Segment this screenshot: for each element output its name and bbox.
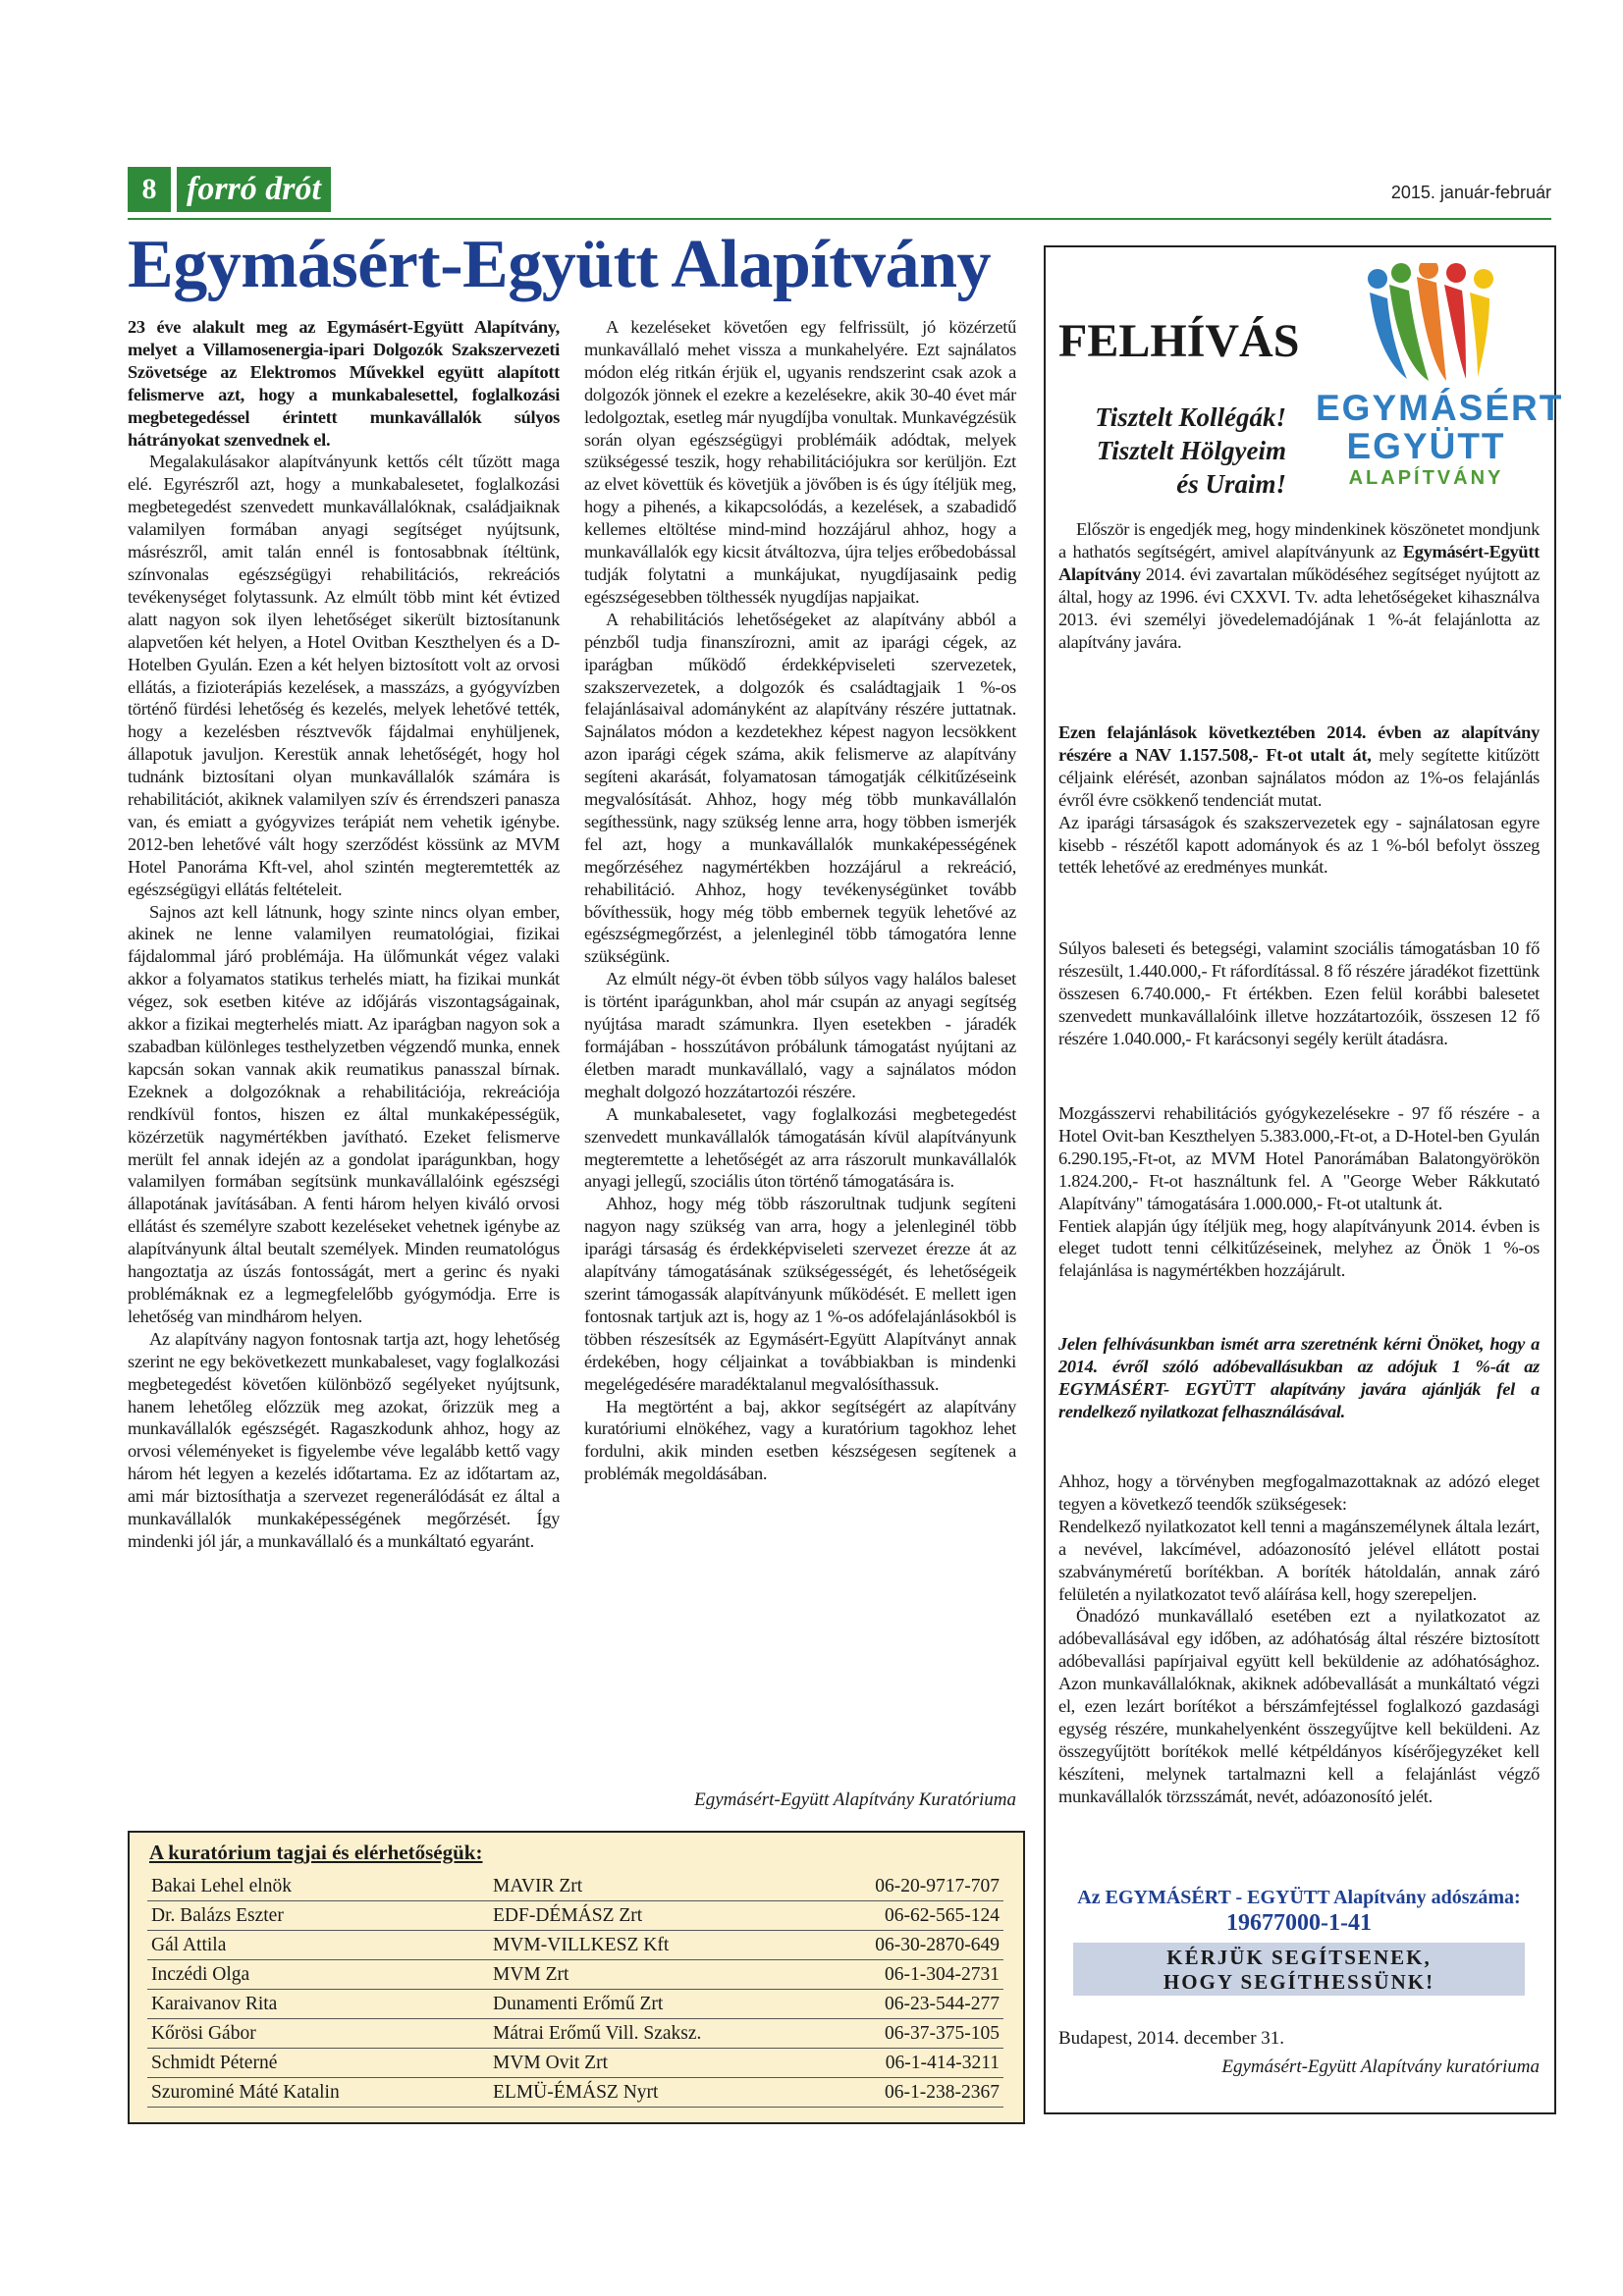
article-column-1 <box>128 316 560 1553</box>
page-number: 8 <box>128 167 171 212</box>
member-phone: 06-23-544-277 <box>855 1990 1003 2019</box>
text-run: 2014. évi zavartalan működéséhez segítséget nyújtott az által, hogy az 1996. évi CXXVI. Tv. adta lehetőségeket kihasználva 2013. évi személyi jövedelemadójának 1 %-át felajánlotta az alapítvány javára. <box>1058 563 1540 652</box>
sidebar-paragraph <box>1058 518 1540 653</box>
member-name: Bakai Lehel elnök <box>147 1872 489 1901</box>
publication-name: forró drót <box>177 167 331 212</box>
plea-line: HOGY SEGÍTHESSÜNK! <box>1163 1970 1435 1994</box>
member-name: Dr. Balázs Eszter <box>147 1901 489 1931</box>
member-phone: 06-37-375-105 <box>855 2019 1003 2049</box>
sidebar-text-block-6 <box>1058 1470 1540 1808</box>
greeting-line: Tisztelt Kollégák! <box>1095 402 1286 432</box>
plea-banner <box>1073 1943 1525 1996</box>
greeting-line: és Uraim! <box>1176 469 1286 499</box>
place-date: Budapest, 2014. december 31. <box>1058 2028 1285 2049</box>
member-org: MVM Zrt <box>489 1960 855 1990</box>
member-phone: 06-20-9717-707 <box>855 1872 1003 1901</box>
member-phone: 06-62-565-124 <box>855 1901 1003 1931</box>
page-header <box>128 167 1551 212</box>
member-org: MVM Ovit Zrt <box>489 2049 855 2078</box>
table-row <box>147 1931 1003 1960</box>
table-row <box>147 2049 1003 2078</box>
sidebar-text-block-4 <box>1058 1102 1540 1282</box>
member-name: Gál Attila <box>147 1931 489 1960</box>
tax-number: 19677000-1-41 <box>1226 1910 1372 1936</box>
article-lead: 23 éve alakult meg az Egymásért-Együtt Alapítvány, melyet a Villamosenergia-ipari Dolgozók Szakszervezeti Szövetsége az Elektromos Művekkel együtt alapított felismerve azt, hogy a munkabalesettel, foglalkozási megbetegedéssel érintett munkavállalók súlyos hátrányokat szenvednek el. <box>128 317 560 450</box>
table-row <box>147 1960 1003 1990</box>
article-paragraph: Az alapítvány nagyon fontosnak tartja azt, hogy lehetőség szerint ne egy bekövetkezett munkabaleset, vagy foglalkozási megbetegedést követően különböző segélyeket nyújtsunk, hanem lehetőleg előzzük meg azokat, őrizzük meg a munkavállalók egészségét. Ragaszkodunk ahhoz, hogy az orvosi véleményeket is figyelembe véve legalább kettő vagy három hét legyen a kezelés időtartama. Ez az időtartam az, ami már biztosíthatja a szervezet regenerálódását ez által a munkavállalók munkaképességének megőrzését. Így mindenki jól jár, a munkavállaló és a munkáltató egyaránt. <box>128 1328 560 1551</box>
member-org: ELMÜ-ÉMÁSZ Nyrt <box>489 2078 855 2108</box>
kuratorium-title: A kuratórium tagjai és elérhetőségük: <box>149 1841 483 1864</box>
text-run: Először is engedjék meg, hogy mindenkinek köszönetet mondjunk a hathatós segítségért, amivel alapítványunk az <box>1058 519 1540 561</box>
article-paragraph: A munkabalesetet, vagy foglalkozási megbetegedést szenvedett munkavállalók támogatásán kívül alapítványunk megteremtette a lehetőségét az arra rászorult munkavállalók anyagi jellegű, szociális úton történő támogatására is. <box>584 1103 1016 1192</box>
logo-text-1: EGYMÁSÉRT <box>1316 388 1564 428</box>
member-org: EDF-DÉMÁSZ Zrt <box>489 1901 855 1931</box>
article-paragraph: A kezeléseket követően egy felfrissült, jó közérzetű munkavállaló mehet vissza a munkahelyére. Ezt sajnálatos módon elég ritkán érjük el, ugyanis rendszerint csak azok a dolgozók jönnek el ezekre a kezelésekre, akik 30-40 évet már ledolgoztak, esetleg már nyugdíjba vonultak. Munkavégzésük során olyan egészségügyi problémáik adódtak, melyek szükségessé teszik, hogy rehabilitációjukra sor kerüljön. Ezt az elvet követtük és követjük a jövőben is és úgy ítéljük meg, hogy a pihenés, a kikapcsolódás, a kezelések, a szabadidő kellemes eltöltése mind-mind hozzájárul ahhoz, hogy a munkavállalók egy kicsit átváltozva, újra teljes erőbedobással tudják folytatni a munkájukat, nyugdíjasaink pedig egészségesebben tölthessék nyugdíjas napjaikat. <box>584 317 1016 607</box>
kuratorium-box <box>128 1831 1025 2124</box>
logo-text-2: EGYÜTT <box>1346 426 1506 466</box>
article-title: Egymásért-Együtt Alapítvány <box>128 227 991 302</box>
kuratorium-table <box>147 1872 1003 2108</box>
sidebar-paragraph: Az iparági társaságok és szakszervezetek egy - sajnálatosan egyre kisebb - részétől kapott adományok és az 1 %-ból befolyt összeg tették lehetővé az eredményes munkát. <box>1058 812 1540 878</box>
member-phone: 06-1-304-2731 <box>855 1960 1003 1990</box>
sidebar-paragraph: Rendelkező nyilatkozatot kell tenni a magánszemélynek általa lezárt, a nevével, lakcímével, adóazonosító jelével ellátott postai szabványméretű borítékban. A boríték hátoldalán, annak záró felületén a nyilatkozatot tevő aláírása kell, hogy szerepeljen. <box>1058 1516 1540 1604</box>
member-name: Szurominé Máté Katalin <box>147 2078 489 2108</box>
article-paragraph: Az elmúlt négy-öt évben több súlyos vagy halálos baleset is történt iparágunkban, ahol már csupán az anyagi segítség nyújtása maradt számunkra. Ilyen esetekben - járadék formájában - hosszútávon próbálunk támogatást nyújtani az életben maradt munkavállaló, vagy a sajnálatos módon meghalt dolgozó hozzátartozói részére. <box>584 969 1016 1101</box>
article-paragraph: Sajnos azt kell látnunk, hogy szinte nincs olyan ember, akinek ne lenne valamilyen reumatológiai, fizikai fájdalommal járó problémája. Ha ülőmunkát végez valaki akkor a folyamatos statikus terhelés miatt, ha fizikai munkát végez, sok esetben kitéve az időjárás viszontagságainak, akkor a fizikai megterhelés miatt. Az iparágban nagyon sok a szabadban különleges testhelyzetben végzendő munka, ennek kapcsán sokan vannak akik reumatikus panasszal bírnak. Ezeknek a dolgozóknak a rehabilitációja, rekreációja rendkívül fontos, hiszen ez által munkaképességük, közérzetük nagymértékben javítható. Ezeket felismerve merült fel annak idején az a gondolat iparágunkban, hogy valamilyen formában segítsünk munkavállalóink egészségi állapotának javításában. A fenti három helyen kiváló orvosi ellátást és személyre szabott kezeléseket vehetnek igénybe az alapítványunk által beutalt személyek. Minden reumatológus hangoztatja az úszás fontosságát, mert a gerinc és nyaki problémáknak ez a legmegfelelőbb gyógymódja. Erre is lehetőség van mindhárom helyen. <box>128 901 560 1326</box>
text-run: mely segítette kitűzött céljaink elérését, azonban sajnálatos módon az 1%-os felajánlás évről évre csökkenő tendenciát mutat. <box>1058 744 1540 810</box>
sidebar-text-block-1 <box>1058 518 1540 653</box>
article-signature: Egymásért-Együtt Alapítvány Kuratóriuma <box>694 1789 1016 1810</box>
sidebar-paragraph: Mozgásszervi rehabilitációs gyógykezelésekre - 97 fő részére - a Hotel Ovit-ban Keszthelyen 5.383.000,-Ft-ot, a D-Hotel-ben Gyulán 6.290.195,-Ft-ot, az MVM Hotel Panorámában Balatongyörökön 1.824.200,- Ft-ot használtunk fel. A "George Weber Rákkutató Alapítvány" támogatására 1.000.000,- Ft-ot utaltunk át. <box>1058 1103 1540 1213</box>
sidebar-paragraph: Fentiek alapján úgy ítéljük meg, hogy alapítványunk 2014. évben is eleget tudott tenni célkitűzéseinek, melyhez az Önök 1 %-os felajánlása is nagymértékben hozzájárult. <box>1058 1215 1540 1281</box>
sidebar-text-block-5 <box>1058 1333 1540 1423</box>
member-phone: 06-1-238-2367 <box>855 2078 1003 2108</box>
member-org: MVM-VILLKESZ Kft <box>489 1931 855 1960</box>
sidebar-text-block-2 <box>1058 721 1540 879</box>
greeting <box>1051 400 1286 501</box>
member-name: Inczédi Olga <box>147 1960 489 1990</box>
article-paragraph: Megalakulásakor alapítványunk kettős célt tűzött maga elé. Egyrészről azt, hogy a munkabalesetet, foglalkozási megbetegedést szenvedett munkavállalóknak, családjaiknak valamilyen formában anyagi segítséget nyújtsunk, másrészről, amit talán ennél is fontosabbnak ítéltünk, színvonalas egészségügyi rehabilitációs, rekreációs tevékenységet folytassunk. Az elmúlt több mint két évtized alatt nagyon sok ilyen lehetőséget sikerült biztosítanunk alapvetően két helyen, a Hotel Ovitban Keszthelyen és a D-Hotelben Gyulán. Ezen a két helyen biztosított volt az orvosi ellátás, a fizioterápiás kezelések, a masszázs, a gyógyvízben történő fürdési lehetőség és kezelés, melyek lehetővé tették, hogy a kezelésben résztvevők fájdalmai enyhüljenek, állapotuk javuljon. Kerestük annak lehetőségét, hogy hol tudnánk biztosítani olyan munkavállalók számára is rehabilitációt, akiknek valamilyen szív és érrendszeri panasza van, és emiatt a gyógyvizes terápiát nem vehetik igénybe. 2012-ben lehetővé vált hogy szerződést kössünk az MVM Hotel Panoráma Kft-vel, ahol szintén megteremtették az egészségügyi ellátás feltételeit. <box>128 452 560 899</box>
sidebar-appeal: Jelen felhívásunkban ismét arra szeretnénk kérni Önöket, hogy a 2014. évről szóló adóbevallásukban az adójuk 1 %-át az EGYMÁSÉRT- EGYÜTT alapítvány javára ajánlják fel a rendelkező nyilatkozat felhasználásával. <box>1058 1334 1540 1421</box>
logo-text-3: ALAPÍTVÁNY <box>1348 467 1504 489</box>
foundation-logo-icon <box>1360 263 1507 386</box>
greeting-line: Tisztelt Hölgyeim <box>1096 436 1286 465</box>
issue-date: 2015. január-február <box>1390 183 1551 202</box>
article-paragraph: A rehabilitációs lehetőségeket az alapítvány abból a pénzből tudja finanszírozni, amit az iparági cégek, az iparágban működő érdekképviseleti szervezetek, szakszervezetek, a dolgozók és családtagjaik 1 %-os felajánlásaival adományként az alapítvány részére juttatnak. Sajnálatos módon a kezdetekhez képest nagyon lecsökkent azon iparági cégek száma, akik felismerve az alapítvány segíteni akarását, folyamatosan támogatják célkitűzéseink megvalósítását. Ahhoz, hogy még több munkavállalón segíthessünk, nagy szükség lenne arra, hogy többen ismerjék fel azt, hogy a munkavállalók munkaképességének megőrzéséhez nagymértékben hozzájárul a rekreáció, rehabilitáció. Ahhoz, hogy tevékenységünket tovább bővíthessük, hogy még több embernek tegyük lehetővé az egészségmegőrzést, a jelenleginél több támogatóra lenne szükségünk. <box>584 609 1016 967</box>
logo-figures <box>1368 263 1493 381</box>
member-org: Mátrai Erőmű Vill. Szaksz. <box>489 2019 855 2049</box>
member-name: Karaivanov Rita <box>147 1990 489 2019</box>
sidebar-paragraph <box>1058 721 1540 812</box>
table-row <box>147 1990 1003 2019</box>
tax-number-title: Az EGYMÁSÉRT - EGYÜTT Alapítvány adószáma: <box>1077 1887 1521 1908</box>
article-paragraph: Ha megtörtént a baj, akkor segítségért az alapítvány kuratóriumi elnökéhez, vagy a kuratórium tagokhoz lehet fordulni, akik minden esetben készségesen segítenek a problémák megoldásában. <box>584 1396 1016 1484</box>
foundation-name: Egymásért-Együtt Alapítvány <box>1058 541 1540 584</box>
sidebar-paragraph: Önadózó munkavállaló esetében ezt a nyilatkozatot az adóbevallásával egy időben, az adóhatóság által részére biztosított adóbevallási papírjaival együtt kell beküldenie az adóhatósághoz. Azon munkavállalóknak, akiknek adóbevallását a munkáltató végzi el, ezen lezárt borítékot a bérszámfejtéssel foglalkozó gazdasági egység részére, munkahelyenként összegyűjtve kell beküldeni. Az összegyűjtött borítékok mellé kétpéldányos kísérőjegyzéket kell készíteni, melynek tartalmazni kell a felajánlást végző munkavállalók törzsszámát, nevét, adóazonosító jelét. <box>1058 1606 1540 1806</box>
member-phone: 06-30-2870-649 <box>855 1931 1003 1960</box>
member-org: MAVIR Zrt <box>489 1872 855 1901</box>
sidebar-paragraph: Ahhoz, hogy a törvényben megfogalmazottaknak az adózó eleget tegyen a következő teendők szükségesek: <box>1058 1471 1540 1514</box>
article-column-2 <box>584 316 1016 1485</box>
table-row <box>147 1872 1003 1901</box>
nav-transfer-amount: Ezen felajánlások következtében 2014. évben az alapítvány részére a NAV 1.157.508,- Ft-ot utalt át, <box>1058 722 1540 765</box>
table-row <box>147 1901 1003 1931</box>
sidebar-signature: Egymásért-Együtt Alapítvány kuratóriuma <box>1221 2056 1540 2077</box>
call-heading: FELHÍVÁS <box>1058 315 1300 367</box>
member-name: Kőrösi Gábor <box>147 2019 489 2049</box>
table-row <box>147 2019 1003 2049</box>
table-row <box>147 2078 1003 2108</box>
member-org: Dunamenti Erőmű Zrt <box>489 1990 855 2019</box>
header-rule <box>128 218 1551 220</box>
plea-line: KÉRJÜK SEGÍTSENEK, <box>1166 1946 1432 1969</box>
member-phone: 06-1-414-3211 <box>855 2049 1003 2078</box>
sidebar-paragraph: Súlyos baleseti és betegségi, valamint szociális támogatásban 10 fő részesült, 1.440.000,- Ft ráfordítással. 8 fő részére járadékot fizettünk összesen 6.740.000,- Ft értékben. Ezen felül korábbi balesetet szenvedett munkavállalóink illetve hozzátartozóik, összesen 12 fő részére 1.040.000,- Ft karácsonyi segély került átadásra. <box>1058 938 1540 1048</box>
article-paragraph: Ahhoz, hogy még több rászorultnak tudjunk segíteni nagyon nagy szükség van arra, hogy a jelenleginél több iparági társaság és érdekképviseleti szervezet érezze át az alapítvány támogatásának szükségességét, és lehetőségeik szerint támogassák alapítványunk működését. E mellett igen fontosnak tartjuk azt is, hogy az 1 %-os adófelajánlásokból is többen részesítsék az Egymásért-Együtt Alapítványt annak érdekében, hogy céljainkat a továbbiakban is mindenki megelégedésére maradéktalanul megvalósíthassuk. <box>584 1194 1016 1394</box>
sidebar-text-block-3 <box>1058 937 1540 1050</box>
member-name: Schmidt Péterné <box>147 2049 489 2078</box>
